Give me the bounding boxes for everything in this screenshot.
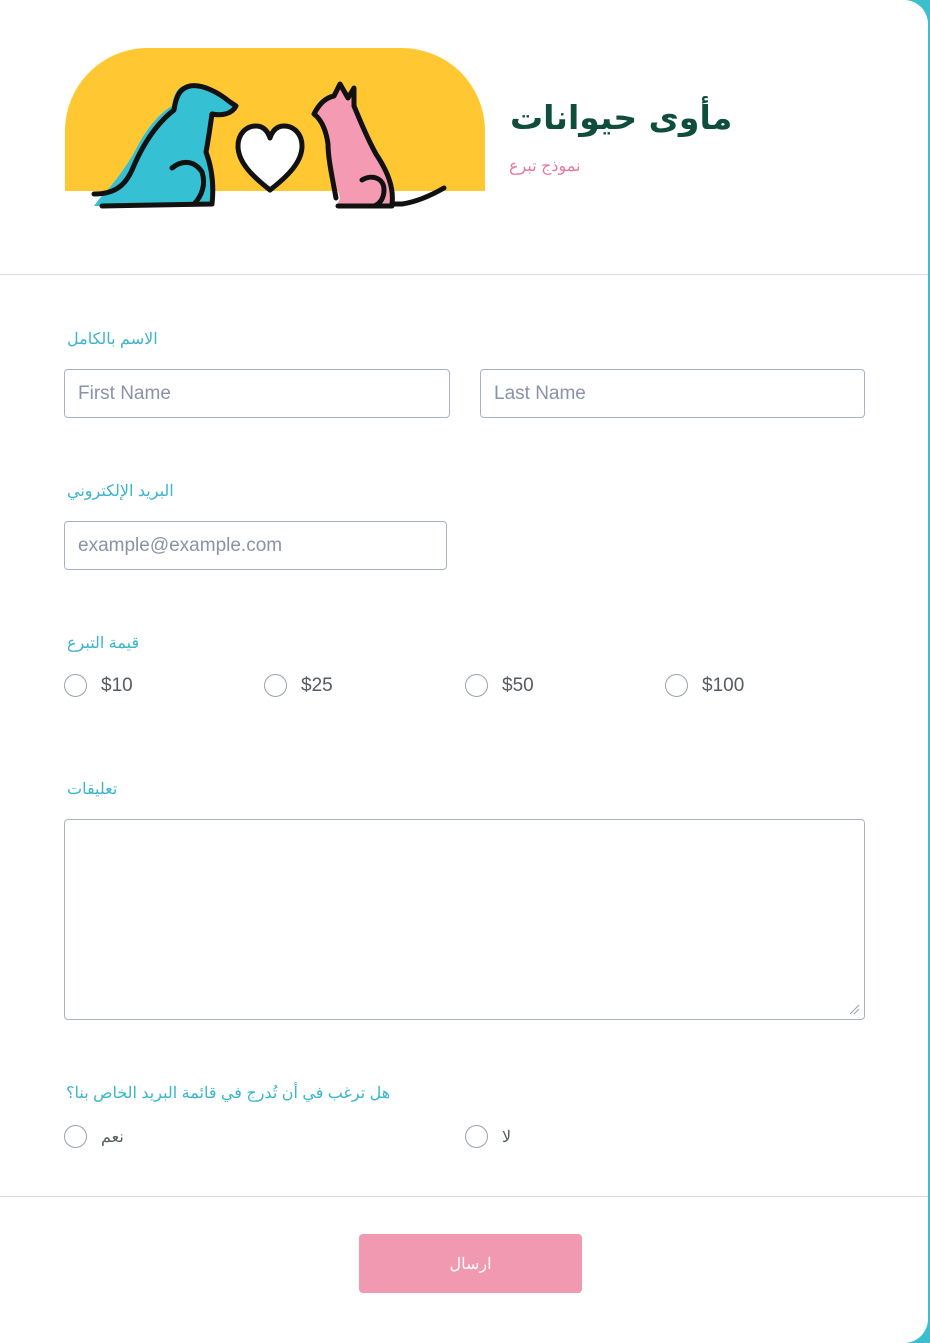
radio-button[interactable]: [64, 1125, 87, 1148]
donation-label: قيمة التبرع: [67, 635, 140, 652]
donation-option-100[interactable]: [665, 674, 744, 697]
email-label: البريد الإلكتروني: [67, 483, 174, 500]
radio-button[interactable]: [665, 674, 688, 697]
donation-option-10[interactable]: [64, 674, 133, 697]
comments-label: تعليقات: [67, 781, 118, 798]
radio-button[interactable]: [264, 674, 287, 697]
page-subtitle: نموذج تبرع: [509, 158, 581, 175]
footer-divider: [0, 1196, 928, 1197]
newsletter-option-yes[interactable]: [64, 1125, 124, 1148]
newsletter-label: هل ترغب في أن تُدرج في قائمة البريد الخاص بنا؟: [66, 1085, 391, 1102]
newsletter-option-label: نعم: [101, 1128, 124, 1146]
last-name-input[interactable]: [480, 369, 865, 418]
radio-button[interactable]: [465, 674, 488, 697]
donation-option-50[interactable]: [465, 674, 534, 697]
donation-option-25[interactable]: [264, 674, 333, 697]
newsletter-option-no[interactable]: [465, 1125, 511, 1148]
newsletter-option-label: لا: [502, 1128, 512, 1146]
submit-button[interactable]: ارسال: [359, 1234, 582, 1293]
form-header: [0, 0, 928, 274]
resize-grip-icon[interactable]: [848, 1003, 860, 1015]
donation-option-label: $100: [702, 674, 745, 696]
donation-option-label: $50: [502, 674, 534, 696]
dog-heart-cat-icon: [62, 48, 490, 214]
email-input[interactable]: [64, 521, 447, 570]
full-name-label: الاسم بالكامل: [67, 331, 158, 348]
radio-button[interactable]: [64, 674, 87, 697]
first-name-input[interactable]: [64, 369, 450, 418]
header-divider: [0, 274, 928, 275]
radio-button[interactable]: [465, 1125, 488, 1148]
donation-option-label: $25: [301, 674, 333, 696]
page-title: مأوى حيوانات: [510, 98, 733, 137]
comments-textarea[interactable]: [64, 819, 865, 1020]
donation-option-label: $10: [101, 674, 133, 696]
